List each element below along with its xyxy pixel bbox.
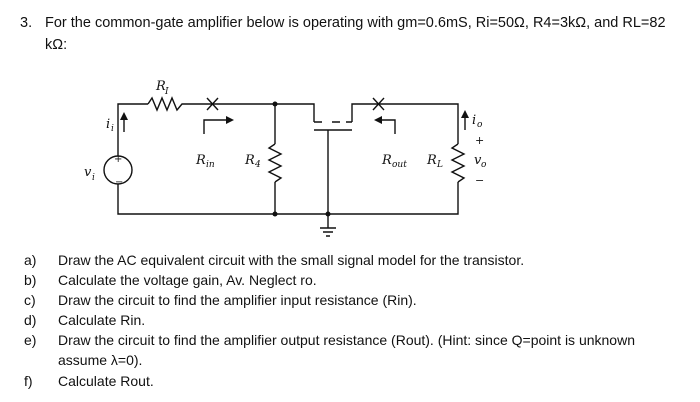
ground-icon (320, 222, 336, 236)
question-part-text: Draw the AC equivalent circuit with the small signal model for the transistor. (58, 252, 525, 268)
rl-resistor (452, 144, 464, 182)
ground-return-wire (118, 184, 328, 214)
vi-subscript: i (92, 173, 95, 183)
node-dot-2 (273, 212, 278, 217)
question-part-label: f) (24, 373, 33, 389)
r4-resistor (269, 144, 281, 182)
question-part-text: Draw the circuit to find the amplifier input resistance (Rin). (58, 292, 417, 308)
ri-label: R (156, 79, 166, 94)
question-line-1: For the common-gate amplifier below is operating with gm=0.6mS, Ri=50Ω, R4=3kΩ, and RL=82 (45, 15, 666, 31)
rout-label: R (382, 153, 392, 168)
rout-arrow-icon (374, 116, 382, 124)
question-part-label: b) (24, 272, 37, 288)
question-text (45, 12, 680, 56)
source-plus-sign: + (114, 154, 123, 165)
r4-label: R (245, 153, 255, 168)
question-part-label: d) (24, 312, 37, 328)
vi-label: v (84, 165, 92, 180)
question-number: 3. (20, 15, 33, 31)
common-gate-circuit-diagram (70, 72, 500, 252)
input-wire (118, 104, 148, 156)
rl-subscript: L (437, 160, 443, 170)
question-part-text: Draw the circuit to find the amplifier output resistance (Rout). (Hint: since Q=point is unknown (58, 332, 635, 348)
output-wire (390, 104, 458, 144)
ii-subscript: i (111, 124, 114, 134)
source-minus-sign: − (115, 177, 124, 188)
io-arrow-icon (461, 110, 469, 118)
vo-minus-sign: − (475, 174, 485, 187)
question-part-text: Calculate the voltage gain, Av. Neglect ro. (58, 272, 317, 288)
rin-arrow-icon (226, 116, 234, 124)
io-label: i (472, 113, 477, 128)
ri-subscript: I (165, 87, 169, 97)
input-voltage-source (104, 154, 132, 188)
rin-label: R (196, 153, 206, 168)
rl-label: R (427, 153, 437, 168)
rl-bottom-wire (328, 182, 458, 214)
io-subscript: o (477, 120, 483, 130)
question-part-text: assume λ=0). (58, 352, 143, 368)
ri-resistor (148, 98, 200, 110)
rout-subscript: out (392, 160, 407, 170)
vo-subscript: o (481, 160, 487, 170)
question-part-text: Calculate Rout. (58, 373, 154, 389)
vo-plus-sign: + (475, 134, 485, 147)
ii-arrow-icon (120, 112, 128, 120)
ii-label: i (106, 117, 111, 132)
question-line-2: kΩ: (45, 37, 68, 53)
question-part-label: a) (24, 252, 37, 268)
question-part-label: c) (24, 292, 36, 308)
vo-label: v (474, 153, 482, 168)
source-wire (275, 104, 314, 122)
r4-subscript: 4 (255, 160, 261, 170)
question-part-label: e) (24, 332, 37, 348)
question-part-text: Calculate Rin. (58, 312, 146, 328)
rin-subscript: in (206, 160, 215, 170)
